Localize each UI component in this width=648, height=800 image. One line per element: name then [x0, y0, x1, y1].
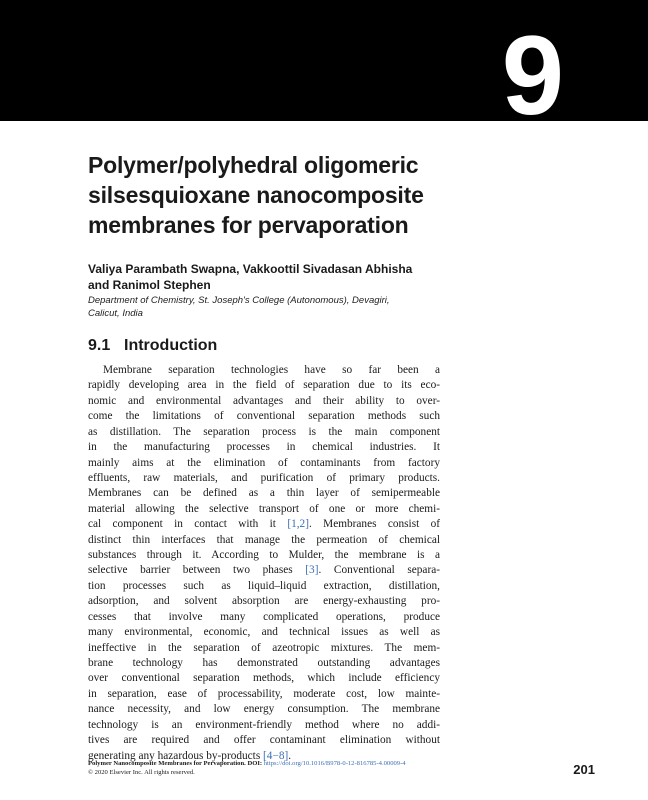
body-line: tives are required and offer contaminant elimination without: [88, 734, 440, 747]
body-line: many environmental, economic, and technical issues as well as: [88, 626, 440, 639]
body-line: substances through it. According to Mulder, the membrane is a: [88, 549, 440, 562]
body-line: effluents, raw materials, and purification of primary products.: [88, 471, 440, 484]
footer-doi-label: DOI:: [245, 760, 264, 767]
author-list: [88, 261, 448, 293]
body-text-segment: generating any hazardous by-products: [88, 749, 264, 762]
body-line: tion processes such as liquid–liquid extraction, distillation,: [88, 579, 440, 592]
body-text-segment: . Conventional separa-: [318, 564, 440, 577]
body-line: Membrane separation technologies have so far been a: [103, 364, 440, 376]
body-line: nomic and environmental advantages and their ability to over-: [88, 394, 440, 407]
footer-book-title: Polymer Nanocomposite Membranes for Pervaporation.: [88, 760, 246, 767]
footer-citation: [88, 759, 406, 768]
page-number: 201: [573, 762, 595, 777]
body-line: technology is an environment-friendly method where no addi-: [88, 718, 440, 731]
body-paragraph: [88, 363, 440, 764]
citation-link[interactable]: [1,2]: [287, 518, 309, 531]
section-heading: [88, 336, 217, 356]
body-text-segment: . Membranes consist of: [308, 518, 441, 531]
body-line: adsorption, and solvent absorption are energy-exhausting pro-: [88, 595, 440, 608]
chapter-title-line: membranes for pervaporation: [88, 212, 409, 238]
chapter-banner: [0, 0, 648, 138]
body-line: Membranes can be defined as a thin layer of semipermeable: [88, 487, 440, 500]
body-line: rapidly developing area in the field of separation due to its eco-: [88, 379, 440, 392]
author-line: Valiya Parambath Swapna, Vakkoottil Sivadasan Abhisha: [88, 262, 413, 276]
body-text-segment: selective barrier between two phases: [88, 564, 306, 577]
chapter-number: 9: [501, 13, 560, 138]
body-line: as distillation. The separation process is the main component: [88, 425, 440, 438]
affiliation-line: Department of Chemistry, St. Joseph's College (Autonomous), Devagiri,: [88, 295, 390, 306]
body-line: nance necessity, and low energy consumption. The membrane: [88, 703, 440, 716]
body-line: ineffective in the separation of azeotropic mixtures. The mem-: [88, 641, 440, 654]
author-affiliation: [88, 294, 448, 320]
citation-link[interactable]: [3]: [305, 564, 319, 577]
body-line: brane technology has demonstrated outstanding advantages: [88, 657, 440, 670]
author-line: and Ranimol Stephen: [88, 278, 211, 292]
affiliation-line: Calicut, India: [88, 308, 143, 319]
doi-link[interactable]: https://doi.org/10.1016/B978-0-12-816785-4.00009-4: [263, 760, 406, 767]
body-line: in separation, ease of processability, moderate cost, low mainte-: [88, 687, 440, 700]
section-title: Introduction: [124, 337, 218, 354]
body-line: over conventional separation methods, which include efficiency: [88, 672, 440, 685]
chapter-title-line: Polymer/polyhedral oligomeric: [88, 152, 419, 178]
body-line: come the limitations of conventional separation methods such: [88, 410, 440, 423]
citation-link[interactable]: [4−8]: [263, 749, 289, 762]
body-line: mainly aims at the elimination of contaminants from factory: [88, 456, 440, 469]
body-line: cesses that involve many complicated operations, produce: [88, 610, 440, 623]
body-line: distinct thin interfaces that manage the permeation of chemical: [88, 533, 440, 546]
body-text-segment: .: [288, 749, 292, 762]
chapter-title-line: silsesquioxane nanocomposite: [88, 182, 424, 208]
body-line: material allowing the selective transport of one or more chemi-: [88, 502, 440, 515]
body-line: [88, 517, 440, 532]
body-text-segment: cal component in contact with it: [88, 518, 288, 531]
body-line: [88, 563, 440, 578]
section-number: 9.1: [88, 337, 111, 354]
copyright-notice: © 2020 Elsevier Inc. All rights reserved.: [88, 769, 195, 776]
chapter-title: [88, 150, 548, 240]
body-line: in the manufacturing processes in chemical industries. It: [88, 441, 440, 454]
